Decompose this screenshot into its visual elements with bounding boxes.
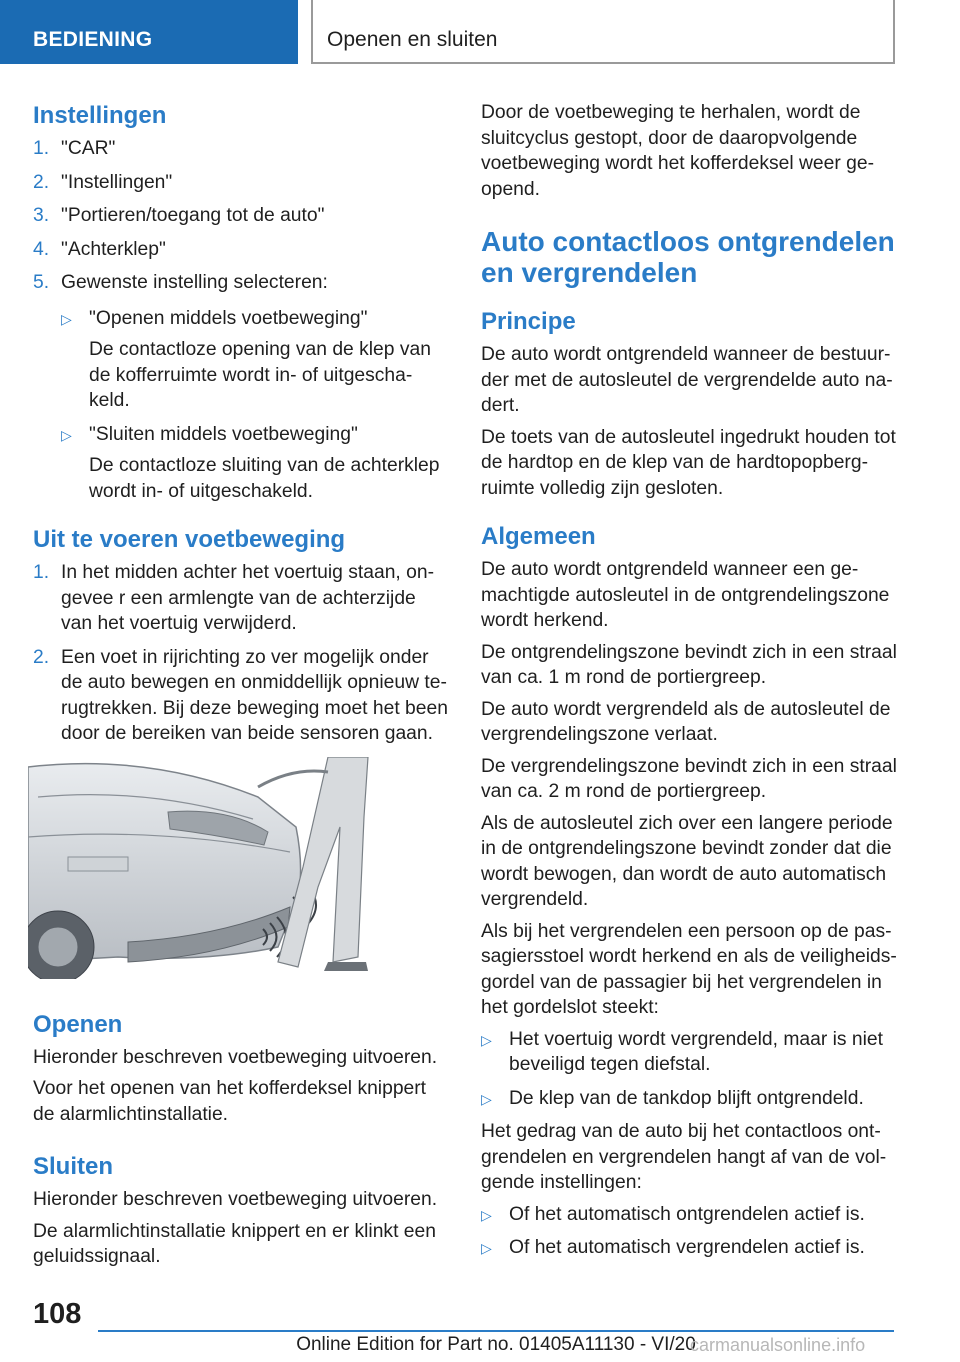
left-column — [33, 100, 451, 1276]
list-item — [33, 170, 451, 196]
algemeen-heading: Algemeen — [481, 523, 596, 550]
step-number: 2. — [33, 646, 50, 668]
triangle-bullet-icon: ▷ — [481, 1090, 492, 1107]
main-heading: Auto contactloos ontgrendelen en vergrendelen — [481, 226, 895, 288]
triangle-bullet-icon: ▷ — [481, 1031, 492, 1048]
instellingen-heading: Instellingen — [33, 102, 167, 129]
sluiten-paragraph-2: De alarmlichtinstallatie knippert en er klinkt een geluidssignaal. — [33, 1220, 436, 1267]
triangle-bullet-icon: ▷ — [61, 426, 72, 443]
step-number: 4. — [33, 238, 50, 260]
right-column — [481, 100, 901, 1269]
step-text: "CAR" — [61, 138, 116, 159]
option-list — [61, 306, 451, 505]
voetbeweging-steps — [33, 560, 451, 747]
bullet-text: Of het automatisch vergrendelen actief is. — [509, 1237, 865, 1258]
section-tab — [0, 0, 298, 64]
principe-heading: Principe — [481, 308, 576, 335]
step-number: 5. — [33, 272, 50, 293]
list-item — [33, 237, 451, 263]
list-item — [481, 1027, 901, 1078]
step-number: 1. — [33, 138, 50, 159]
algemeen-paragraph-6: Als bij het vergrendelen een persoon op de pas-sagiersstoel wordt herkend en als de veiligheids-gordel van de passagier bij het vergrendelen in het gordelslot steekt: — [481, 920, 897, 1018]
list-item — [33, 560, 451, 637]
list-item — [61, 422, 451, 505]
footer-edition: Online Edition for Part no. 01405A11130 - VI/20 — [296, 1334, 696, 1355]
watermark: carmanualsonline.info — [690, 1335, 866, 1355]
openen-heading: Openen — [33, 1010, 123, 1038]
step-text: In het midden achter het voertuig staan, on-gevee r een armlengte van de achterzijde van het voertuig verwijderd. — [61, 562, 434, 634]
algemeen-paragraph-3: De auto wordt vergrendeld als de autosleutel de vergrendelingszone verlaat. — [481, 698, 891, 745]
sluiten-heading: Sluiten — [33, 1153, 114, 1180]
list-item — [33, 270, 451, 504]
list-item — [33, 645, 451, 747]
step-number: 3. — [33, 205, 50, 226]
algemeen-paragraph-5: Als de autosleutel zich over een langere periode in de ontgrendelingszone bevindt zonder dat die wordt bewogen, dan wordt de auto automatisch vergrendeld. — [481, 812, 893, 910]
principe-paragraph-1: De auto wordt ontgrendeld wanneer de bestuur-der met de autosleutel de vergrendelde auto na-dert. — [481, 344, 893, 416]
triangle-bullet-icon: ▷ — [481, 1240, 492, 1256]
algemeen-paragraph-4: De vergrendelingszone bevindt zich in een straal van ca. 2 m rond de portiergreep. — [481, 755, 897, 802]
list-item — [33, 136, 451, 162]
step-number: 2. — [33, 171, 50, 193]
step-text: "Portieren/toegang tot de auto" — [61, 205, 325, 226]
list-item — [481, 1086, 901, 1112]
bullet-text: Of het automatisch ontgrendelen actief is. — [509, 1203, 865, 1225]
step-text: Gewenste instelling selecteren: — [61, 272, 328, 293]
option-description: De contactloze sluiting van de achterklep wordt in- of uitgeschakeld. — [89, 455, 440, 502]
instellingen-steps — [33, 136, 451, 504]
triangle-bullet-icon: ▷ — [481, 1206, 492, 1223]
openen-paragraph-1: Hieronder beschreven voetbeweging uitvoeren. — [33, 1046, 438, 1068]
step-text: "Achterklep" — [61, 238, 166, 260]
algemeen-paragraph-1: De auto wordt ontgrendeld wanneer een ge-machtigde autosleutel in de ontgrendelingszone wordt herkend. — [481, 559, 890, 631]
foot-gesture-illustration — [28, 757, 380, 979]
list-item — [61, 306, 451, 414]
list-item — [481, 1235, 901, 1261]
chapter-title: Openen en sluiten — [327, 28, 498, 51]
option-label: "Sluiten middels voetbeweging" — [89, 423, 358, 445]
option-description: De contactloze opening van de klep van de kofferruimte wordt in- of uitgescha-keld. — [89, 339, 431, 411]
principe-paragraph-2: De toets van de autosleutel ingedrukt houden tot de hardtop en de klep van de hardtopopberg-ruimte volledig zijn gesloten. — [481, 426, 896, 499]
algemeen-bullets-2 — [481, 1202, 901, 1261]
algemeen-paragraph-7: Het gedrag van de auto bij het contactloos ont-grendelen en vergrendelen hangt af van de vol-gende instellingen: — [481, 1121, 887, 1193]
openen-paragraph-2: Voor het openen van het kofferdeksel knippert de alarmlichtinstallatie. — [33, 1078, 427, 1125]
voetbeweging-heading: Uit te voeren voetbeweging — [33, 526, 346, 553]
step-text: Een voet in rijrichting zo ver mogelijk onder de auto bewegen en onmiddellijk opnieuw te-rugtrekken. Bij deze beweging moet het been door de bereiken van beide sensoren gaan. — [61, 646, 448, 744]
step-number: 1. — [33, 562, 50, 583]
section-title: BEDIENING — [33, 28, 153, 51]
intro-paragraph: Door de voetbeweging te herhalen, wordt de sluitcyclus gestopt, door de daaropvolgende voetbeweging wordt het kofferdeksel weer ge-opend. — [481, 102, 874, 200]
sluiten-paragraph-1: Hieronder beschreven voetbeweging uitvoeren. — [33, 1189, 438, 1210]
chapter-header — [311, 0, 895, 64]
bullet-text: Het voertuig wordt vergrendeld, maar is niet beveiligd tegen diefstal. — [509, 1028, 884, 1075]
step-text: "Instellingen" — [61, 171, 173, 193]
list-item — [481, 1202, 901, 1228]
option-label: "Openen middels voetbeweging" — [89, 307, 368, 329]
algemeen-bullets-1 — [481, 1027, 901, 1112]
triangle-bullet-icon: ▷ — [61, 310, 72, 327]
bullet-text: De klep van de tankdop blijft ontgrendeld. — [509, 1087, 864, 1109]
list-item — [33, 203, 451, 229]
page-number: 108 — [33, 1298, 82, 1330]
algemeen-paragraph-2: De ontgrendelingszone bevindt zich in een straal van ca. 1 m rond de portiergreep. — [481, 641, 897, 688]
